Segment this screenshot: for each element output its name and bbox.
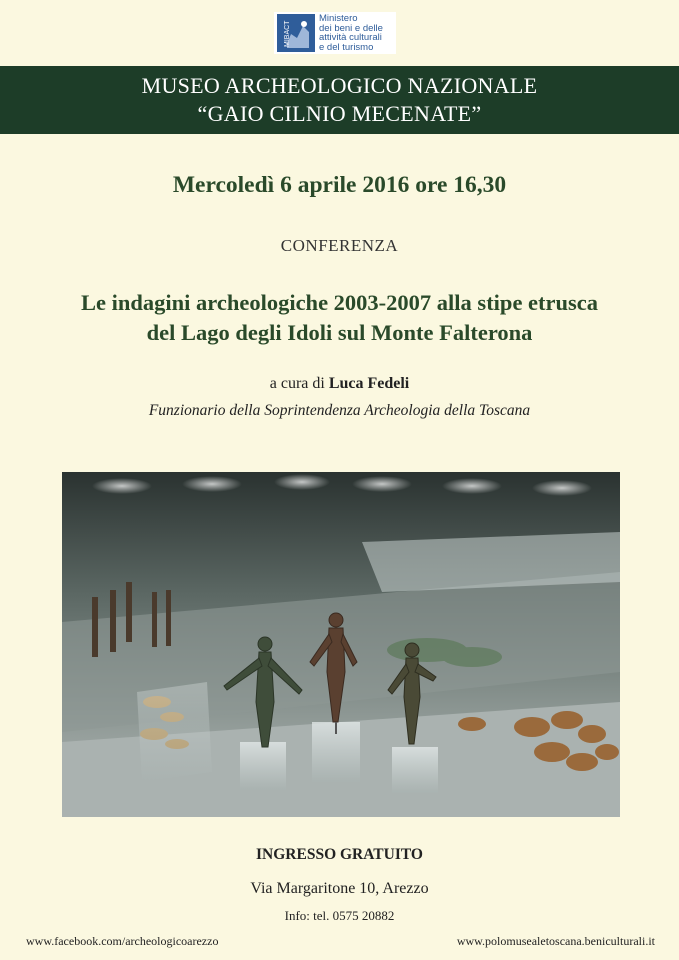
ministry-emblem-icon — [277, 14, 315, 52]
event-kind: CONFERENZA — [280, 236, 399, 255]
event-title-line-2: del Lago degli Idoli sul Monte Falterona — [146, 320, 533, 345]
event-title — [0, 288, 679, 348]
ministry-logo — [274, 12, 396, 54]
website-link[interactable]: www.polomusealetoscana.beniculturali.it — [456, 934, 655, 948]
contact-info: Info: tel. 0575 20882 — [284, 908, 395, 923]
event-date: Mercoledì 6 aprile 2016 ore 16,30 — [172, 172, 507, 198]
curator-line — [0, 375, 679, 393]
event-title-line-1: Le indagini archeologiche 2003-2007 alla stipe etrusca — [80, 290, 599, 315]
museum-subtitle: “GAIO CILNIO MECENATE” — [197, 101, 482, 126]
museum-name: MUSEO ARCHEOLOGICO NAZIONALE — [141, 73, 538, 98]
ministry-line-4: e del turismo — [319, 41, 374, 53]
curator-role: Funzionario della Soprintendenza Archeologia della Toscana — [148, 402, 531, 419]
emblem-label: MIBACT — [284, 20, 291, 47]
ministry-line-2: dei beni e delle — [319, 22, 383, 34]
admission-note: INGRESSO GRATUITO — [256, 846, 423, 863]
ministry-line-3: attività culturali — [319, 32, 382, 43]
facebook-link[interactable]: www.facebook.com/archeologicoarezzo — [26, 934, 219, 948]
venue-address: Via Margaritone 10, Arezzo — [250, 880, 429, 897]
museum-banner — [0, 66, 679, 134]
curator-prefix: a cura di — [269, 375, 325, 392]
ministry-name — [319, 14, 383, 52]
exhibit-photo — [62, 472, 620, 817]
curator-name: Luca Fedeli — [328, 375, 410, 392]
ministry-line-1: Ministero — [319, 13, 358, 24]
